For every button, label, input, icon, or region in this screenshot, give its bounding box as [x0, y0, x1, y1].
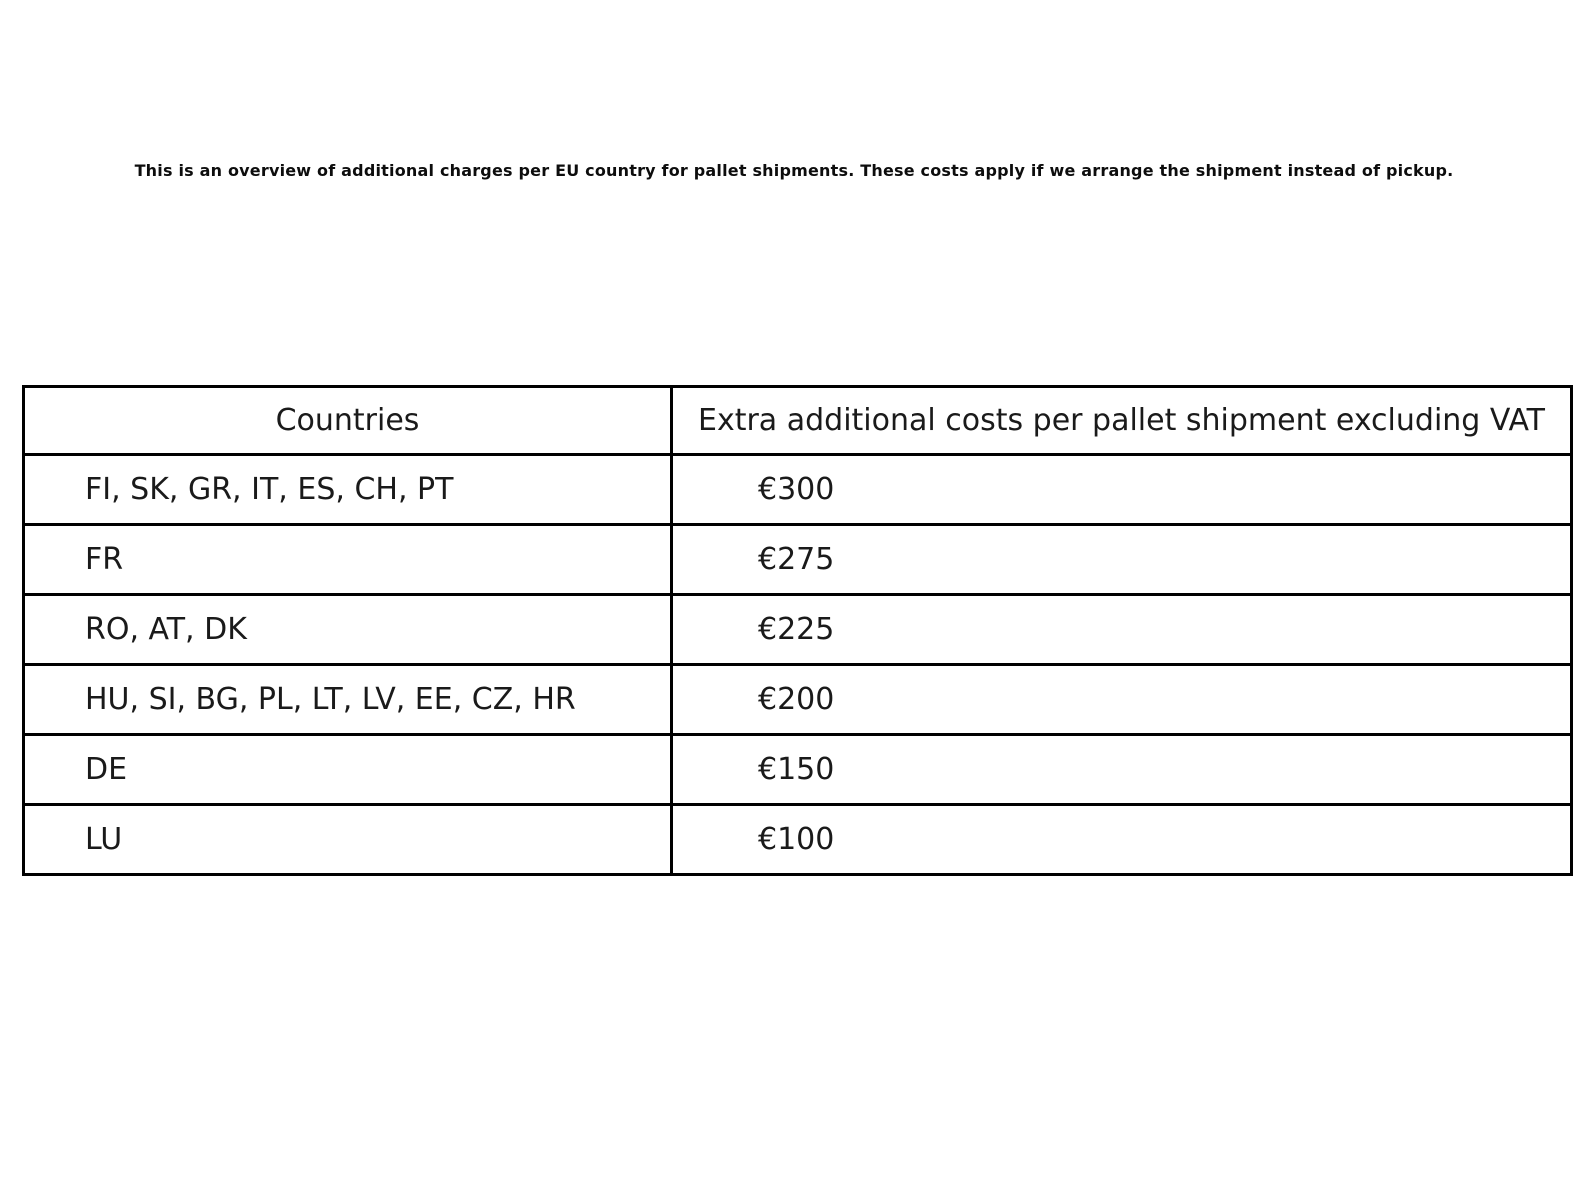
table-row: [24, 525, 1572, 595]
countries-cell: HU, SI, BG, PL, LT, LV, EE, CZ, HR: [24, 665, 672, 735]
table-header-row: [24, 387, 1572, 455]
cost-cell: €225: [672, 595, 1572, 665]
table-header-costs: Extra additional costs per pallet shipment excluding VAT: [672, 387, 1572, 455]
cost-cell: €200: [672, 665, 1572, 735]
table-row: [24, 595, 1572, 665]
cost-cell: €275: [672, 525, 1572, 595]
cost-cell: €150: [672, 735, 1572, 805]
table-row: [24, 805, 1572, 875]
table-row: [24, 735, 1572, 805]
countries-cell: DE: [24, 735, 672, 805]
countries-cell: RO, AT, DK: [24, 595, 672, 665]
cost-cell: €300: [672, 455, 1572, 525]
countries-cell: LU: [24, 805, 672, 875]
table-header-countries: Countries: [24, 387, 672, 455]
countries-cell: FI, SK, GR, IT, ES, CH, PT: [24, 455, 672, 525]
table-row: [24, 665, 1572, 735]
note-text: This is an overview of additional charges per EU country for pallet shipments. These costs apply if we arrange the shipment instead of pickup.: [134, 161, 1454, 180]
cost-cell: €100: [672, 805, 1572, 875]
countries-cell: FR: [24, 525, 672, 595]
charges-table: [22, 385, 1573, 876]
table-row: [24, 455, 1572, 525]
